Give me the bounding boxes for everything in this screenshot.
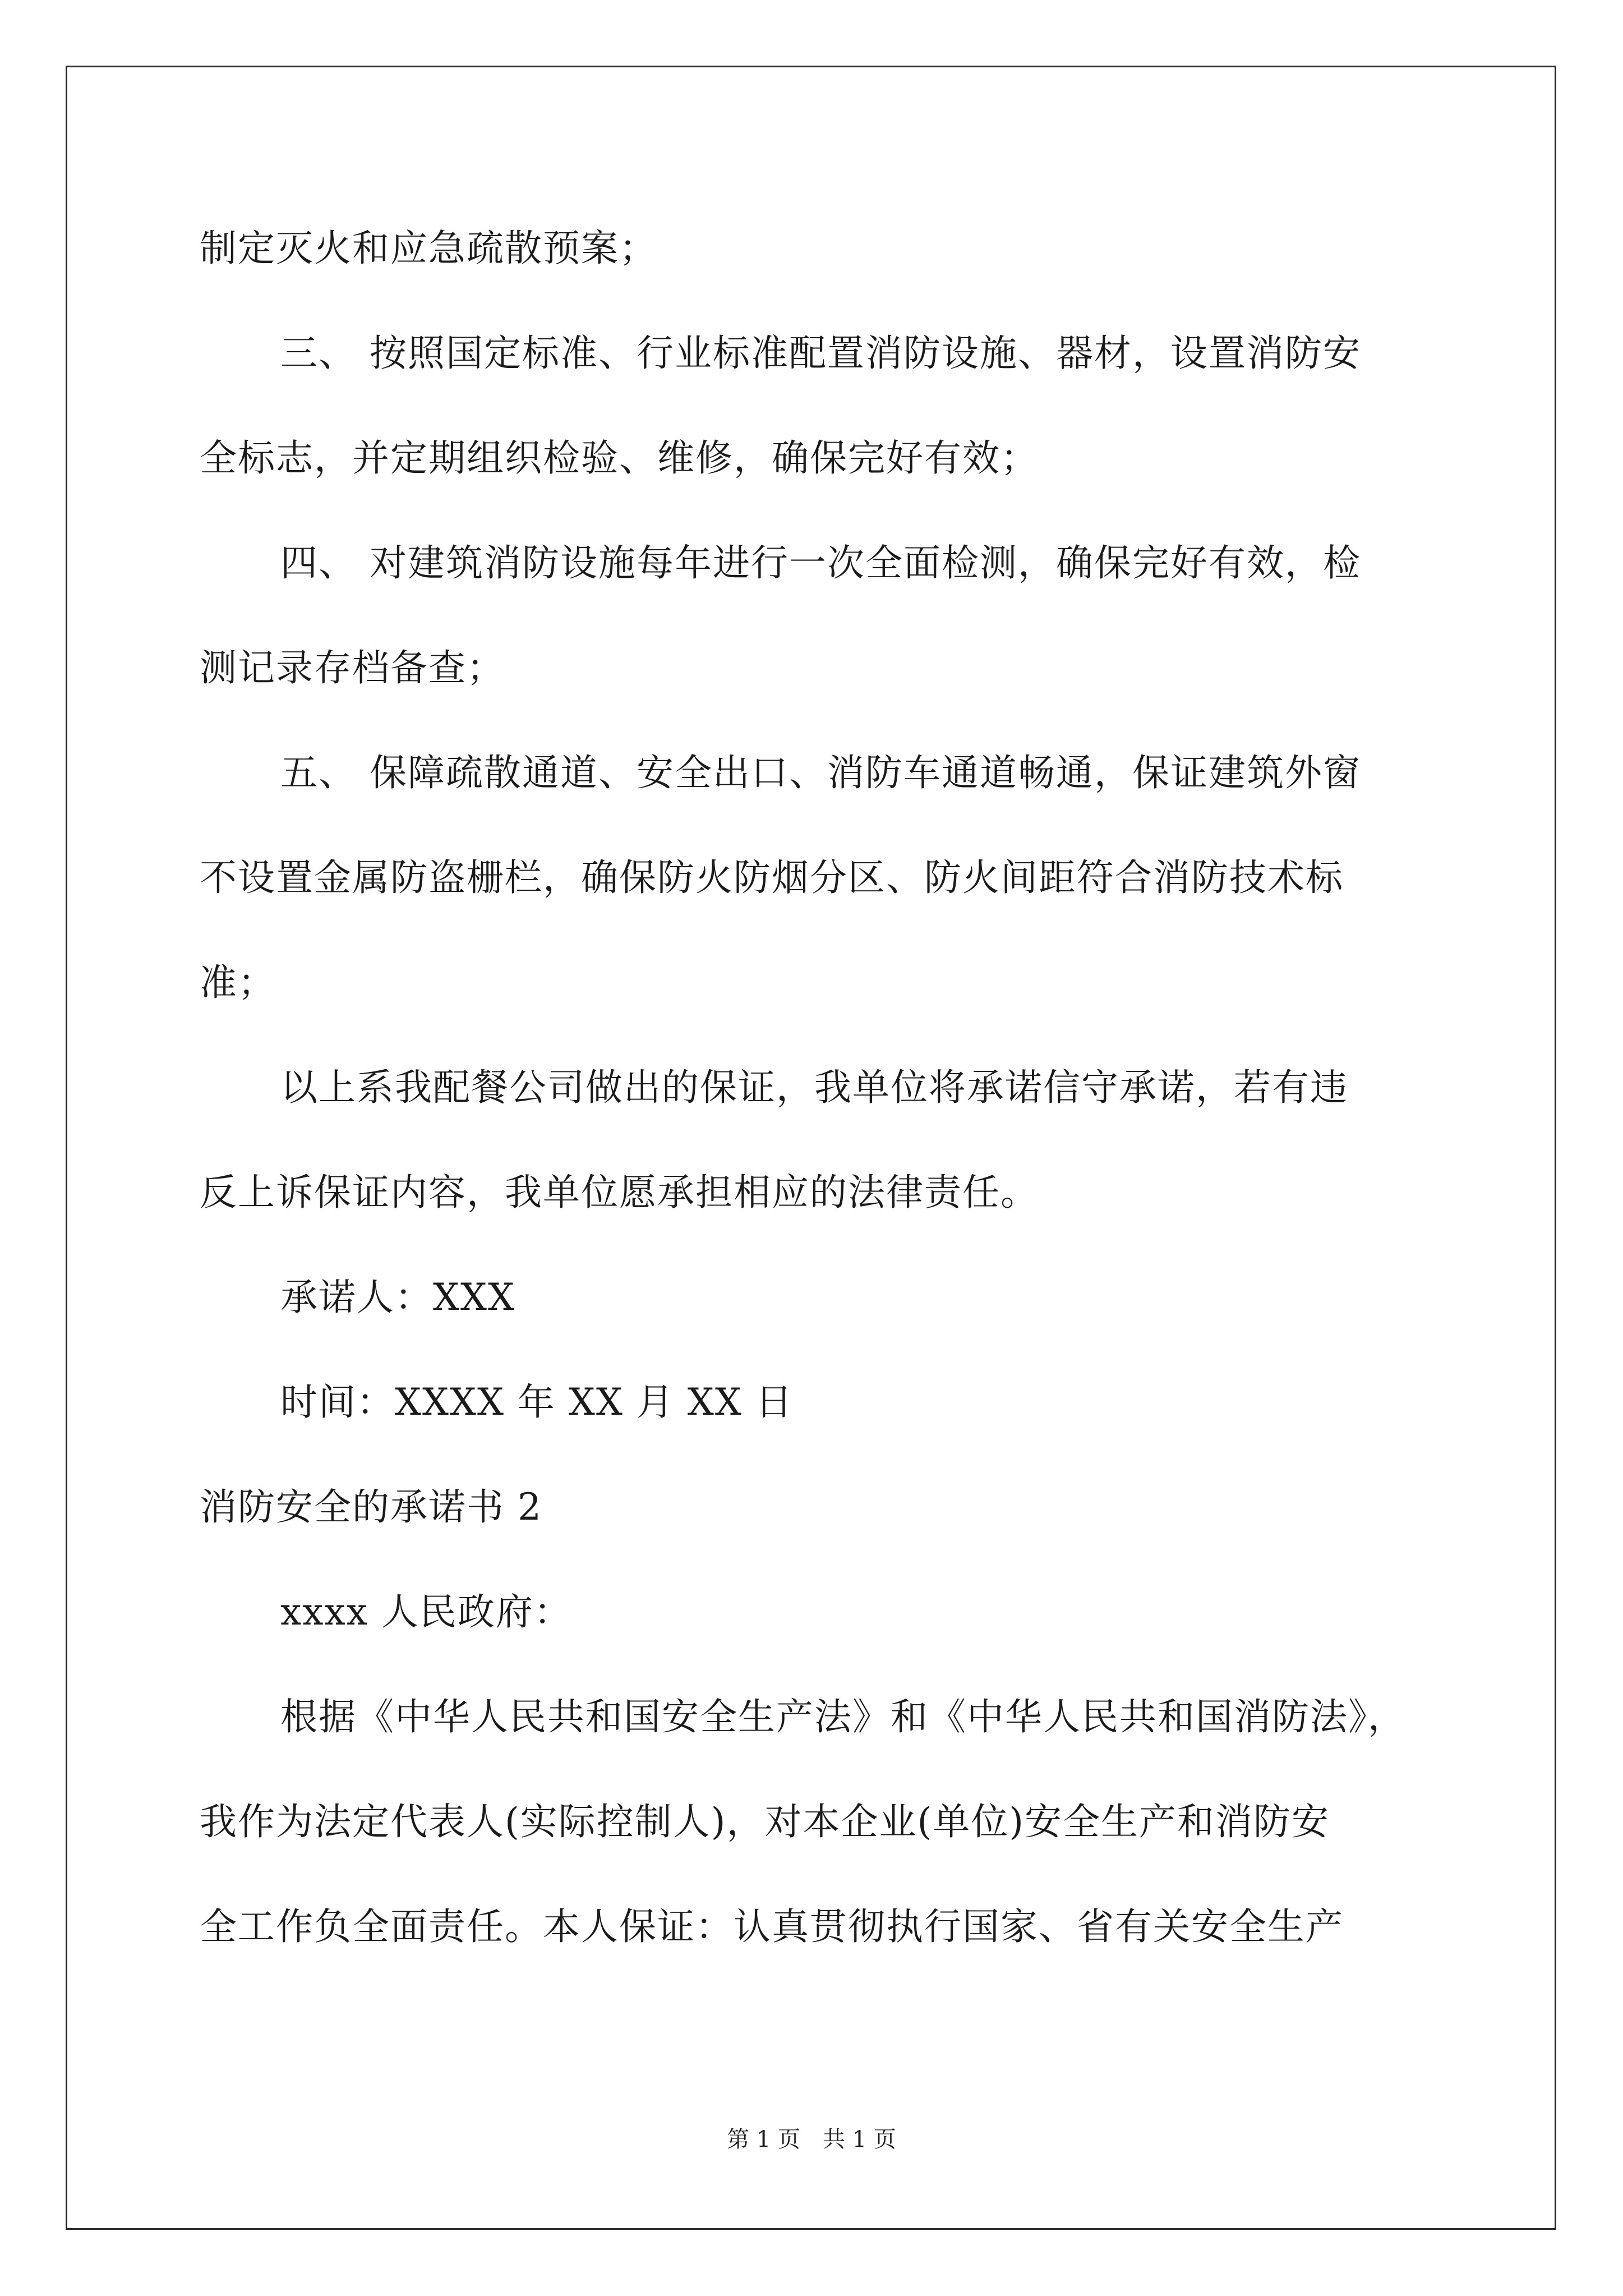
body-line: 全标志，并定期组织检验、维修，确保完好有效； — [200, 436, 1039, 480]
body-line: 反上诉保证内容，我单位愿承担相应的法律责任。 — [200, 1171, 1039, 1214]
body-line: 五、 保障疏散通道、安全出口、消防车通道畅通，保证建筑外窗 — [280, 751, 1361, 794]
section-title: 消防安全的承诺书 2 — [200, 1485, 542, 1529]
signatory-line: 承诺人：XXX — [280, 1276, 515, 1319]
body-line: 以上系我配餐公司做出的保证，我单位将承诺信守承诺，若有违 — [280, 1066, 1348, 1109]
date-line: 时间：XXXX 年 XX 月 XX 日 — [280, 1381, 794, 1424]
body-line: 不设置金属防盗栅栏，确保防火防烟分区、防火间距符合消防技术标 — [200, 856, 1344, 899]
body-line: 根据《中华人民共和国安全生产法》和《中华人民共和国消防法》， — [280, 1695, 1406, 1738]
body-line: 四、 对建筑消防设施每年进行一次全面检测，确保完好有效，检 — [280, 541, 1361, 585]
body-line: 准； — [200, 961, 276, 1004]
page-footer: 第 1 页 共 1 页 — [727, 2127, 896, 2152]
body-line: 我作为法定代表人(实际控制人)，对本企业(单位)安全生产和消防安 — [200, 1800, 1330, 1843]
addressee-line: xxxx 人民政府： — [280, 1590, 572, 1634]
body-line: 三、 按照国定标准、行业标准配置消防设施、器材，设置消防安 — [280, 332, 1361, 375]
body-line: 制定灭火和应急疏散预案； — [200, 227, 657, 270]
body-line: 测记录存档备查； — [200, 646, 505, 689]
body-line: 全工作负全面责任。本人保证：认真贯彻执行国家、省有关安全生产 — [200, 1905, 1344, 1948]
